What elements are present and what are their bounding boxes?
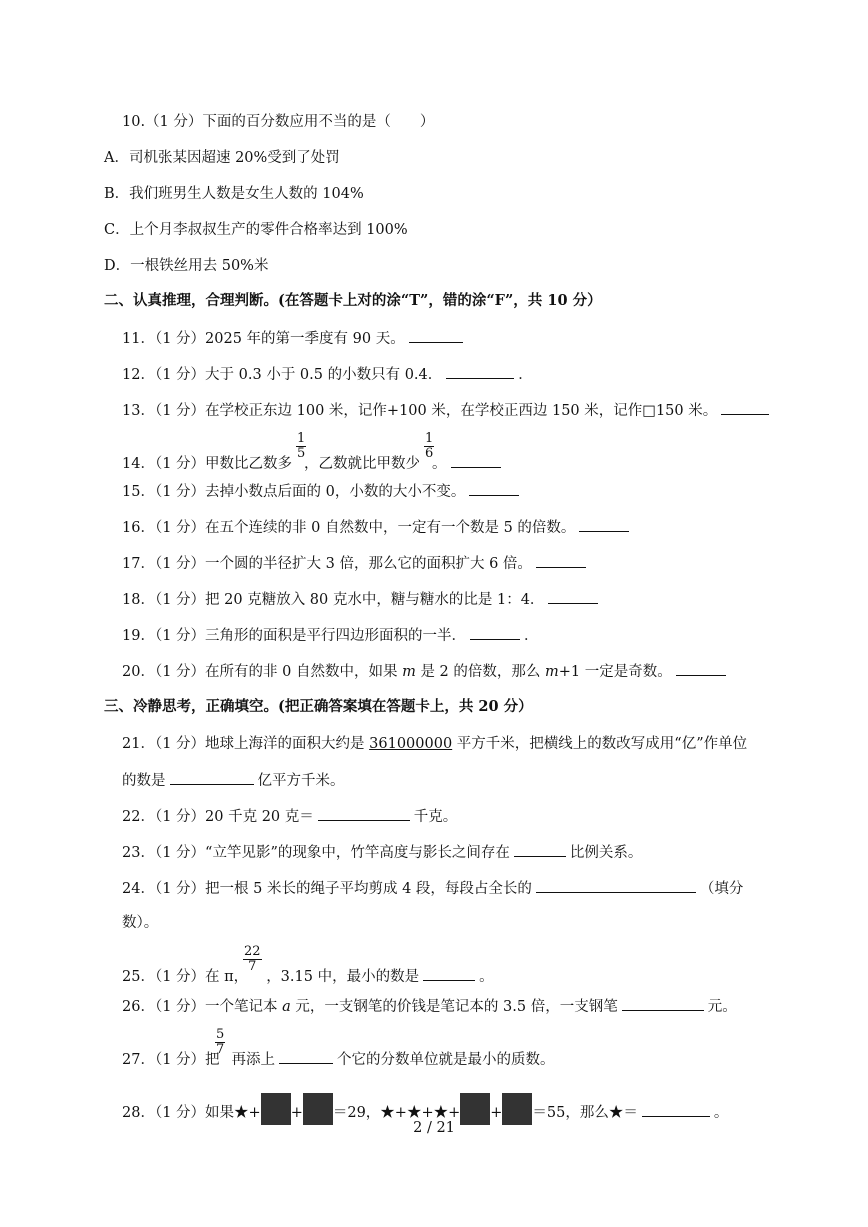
q23: [122, 842, 642, 863]
q26-text-a: 26．（1 分）一个笔记本: [122, 999, 283, 1015]
q10-option-d: D．一根铁丝用去 50%米: [104, 258, 269, 274]
q21-line2: [122, 770, 345, 791]
q13-answer-blank[interactable]: [721, 400, 769, 415]
q24-line1: [122, 878, 743, 899]
q19-text: 19．（1 分）三角形的面积是平行四边形面积的一半．: [122, 628, 467, 644]
q13: [122, 400, 773, 421]
q12: [122, 364, 533, 385]
q16-answer-blank[interactable]: [579, 517, 629, 532]
q12-answer-blank[interactable]: [446, 364, 514, 379]
q18-answer-blank[interactable]: [548, 589, 598, 604]
q13-text: 13．（1 分）在学校正东边 100 米，记作+100 米，在学校正西边 150 米，记作□150 米。: [122, 403, 718, 419]
q26-variable-a: a: [282, 999, 291, 1015]
q20-text-b: 是 2 的倍数，那么: [415, 664, 546, 680]
q15: [122, 481, 523, 502]
q28-text-a: 28．（1 分）如果★+: [122, 1105, 261, 1121]
q28-text-c: ＝55，那么★＝: [532, 1105, 638, 1121]
q21-text-d: 亿平方千米。: [257, 773, 345, 789]
q28-text-b: ＝29，★+★+★+: [332, 1105, 461, 1121]
q16: [122, 517, 633, 538]
q27-fraction-denominator: 7: [216, 1042, 225, 1057]
q22-answer-blank[interactable]: [318, 806, 410, 821]
q20-text-a: 20．（1 分）在所有的非 0 自然数中，如果: [122, 664, 403, 680]
q24-text-a: 24．（1 分）把一根 5 米长的绳子平均剪成 4 段，每段占全长的: [122, 881, 532, 897]
q17-text: 17．（1 分）一个圆的半径扩大 3 倍，那么它的面积扩大 6 倍。: [122, 556, 532, 572]
q10-stem: 10.（1 分）下面的百分数应用不当的是（ ）: [122, 114, 435, 130]
q25-fraction-numerator: 22: [244, 944, 261, 959]
q25: [122, 966, 494, 987]
q23-text-b: 比例关系。: [569, 845, 643, 861]
q19-end: ．: [524, 628, 539, 644]
q27-answer-blank[interactable]: [279, 1049, 333, 1064]
q12-end: ．: [518, 367, 533, 383]
q28-plus-2: +: [490, 1105, 503, 1121]
page-number: 2 / 21: [413, 1120, 455, 1136]
q26: [122, 996, 737, 1017]
q20-text-c: +1 一定是奇数。: [558, 664, 672, 680]
q24-answer-blank[interactable]: [536, 878, 696, 893]
q25-fraction-denominator: 7: [248, 959, 257, 974]
q21-underlined-number: 361000000: [369, 736, 453, 752]
q24-line2: 数）。: [122, 915, 159, 931]
q14-text-c: 。: [432, 456, 447, 472]
q20-variable-m: m: [402, 664, 416, 680]
q10-option-a: A．司机张某因超速 20%受到了处罚: [104, 150, 340, 166]
q12-text: 12．（1 分）大于 0.3 小于 0.5 的小数只有 0.4．: [122, 367, 443, 383]
q28-plus: +: [290, 1105, 303, 1121]
q27-fraction-numerator: 5: [216, 1027, 225, 1042]
q28-text-d: 。: [713, 1105, 729, 1121]
q20-answer-blank[interactable]: [676, 661, 726, 676]
q10-option-c: C．上个月李叔叔生产的零件合格率达到 100%: [104, 222, 408, 238]
q23-text-a: 23．（1 分）“立竿见影”的现象中，竹竿高度与影长之间存在: [122, 845, 510, 861]
q14-fraction-2-numerator: 1: [425, 431, 434, 446]
q20-variable-m2: m: [545, 664, 559, 680]
q11-text: 11．（1 分）2025 年的第一季度有 90 天。: [122, 331, 405, 347]
q14-fraction-2-denominator: 6: [425, 446, 434, 461]
q11-answer-blank[interactable]: [409, 328, 463, 343]
q21-text-b: 平方千米，把横线上的数改写成用“亿”作单位: [452, 736, 748, 752]
q22-text-a: 22．（1 分）20 千克 20 克＝: [122, 809, 314, 825]
q25-text-a: 25．（1 分）在 π，: [122, 969, 249, 985]
q27-text-a: 27．（1 分）把: [122, 1052, 220, 1068]
q25-answer-blank[interactable]: [423, 966, 475, 981]
q14-fraction-1-denominator: 5: [297, 446, 306, 461]
section3-heading: 三、冷静思考，正确填空。(把正确答案填在答题卡上，共 20 分）: [104, 698, 533, 715]
q23-answer-blank[interactable]: [514, 842, 566, 857]
q11: [122, 328, 467, 349]
q18: [122, 589, 602, 610]
q28-answer-blank[interactable]: [642, 1102, 710, 1117]
section2-heading: 二、认真推理，合理判断。(在答题卡上对的涂“T”，错的涂“F”，共 10 分）: [104, 292, 602, 309]
q19: [122, 625, 539, 646]
q25-text-c: 。: [479, 969, 494, 985]
q17-answer-blank[interactable]: [536, 553, 586, 568]
q18-text: 18．（1 分）把 20 克糖放入 80 克水中，糖与糖水的比是 1：4．: [122, 592, 545, 608]
q14: [122, 453, 505, 474]
q19-answer-blank[interactable]: [470, 625, 520, 640]
q26-text-c: 元。: [707, 999, 737, 1015]
q15-answer-blank[interactable]: [469, 481, 519, 496]
q21-answer-blank[interactable]: [170, 770, 254, 785]
q14-fraction-1-numerator: 1: [297, 431, 306, 446]
q10-option-b: B．我们班男生人数是女生人数的 104%: [104, 186, 364, 202]
q26-answer-blank[interactable]: [622, 996, 704, 1011]
q27-text-b: 再添上: [231, 1052, 276, 1068]
q20: [122, 661, 730, 682]
q26-text-b: 元，一支钢笔的价钱是笔记本的 3.5 倍，一支钢笔: [290, 999, 618, 1015]
q27: [122, 1049, 555, 1070]
q25-text-b: ，3.15 中，最小的数是: [266, 969, 420, 985]
q14-answer-blank[interactable]: [451, 453, 501, 468]
q27-text-c: 个它的分数单位就是最小的质数。: [337, 1052, 555, 1068]
q21-text-c: 的数是: [122, 773, 166, 789]
q21-text-a: 21．（1 分）地球上海洋的面积大约是: [122, 736, 370, 752]
q22-text-b: 千克。: [413, 809, 458, 825]
q15-text: 15．（1 分）去掉小数点后面的 0，小数的大小不变。: [122, 484, 466, 500]
q14-text-b: ，乙数就比甲数少: [304, 456, 421, 472]
q24-text-b: （填分: [699, 881, 744, 897]
q17: [122, 553, 590, 574]
q22: [122, 806, 457, 827]
q16-text: 16．（1 分）在五个连续的非 0 自然数中，一定有一个数是 5 的倍数。: [122, 520, 576, 536]
q14-text-a: 14．（1 分）甲数比乙数多: [122, 456, 293, 472]
q21-line1: [122, 734, 747, 754]
